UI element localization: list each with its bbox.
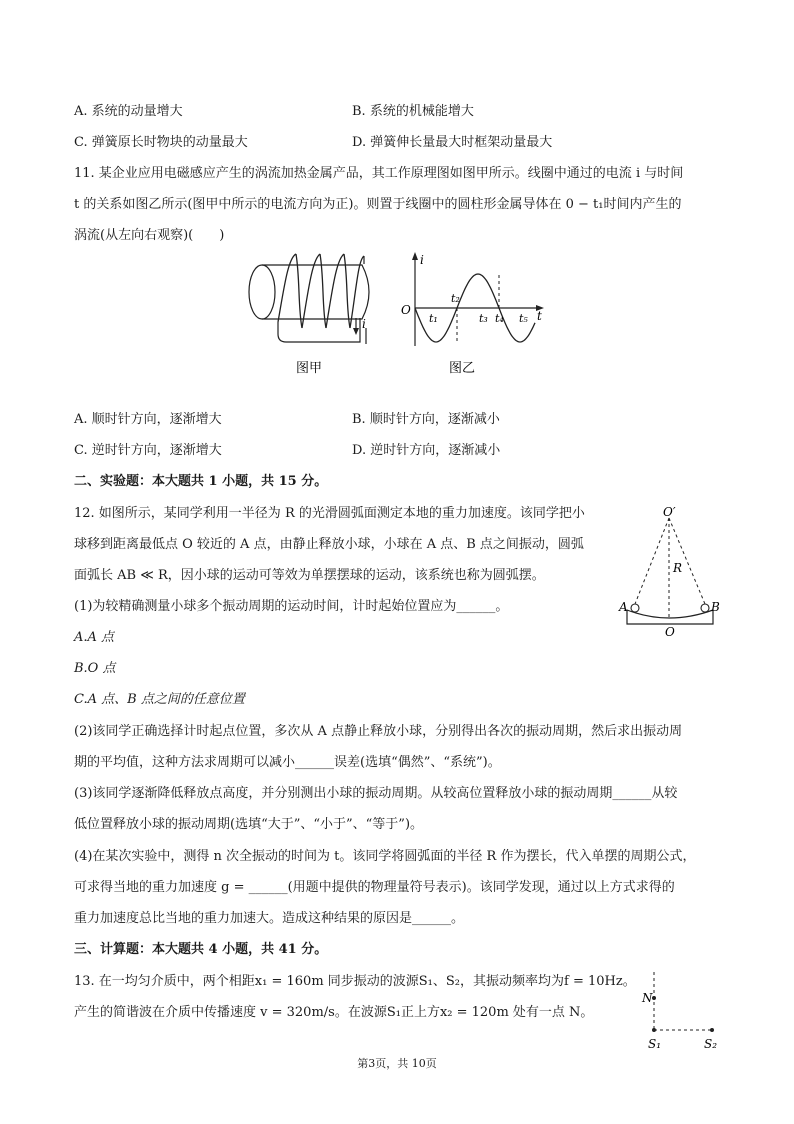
s2-label: S₂ (704, 1037, 718, 1051)
source-s1-icon (652, 1028, 656, 1032)
ball-at-b-icon (701, 604, 709, 612)
q11-stem-line3: 涡流(从左向右观察)( ) (74, 228, 225, 243)
q10-option-b: B. 系统的机械能增大 (352, 104, 474, 119)
q12-part1: (1)为较精确测量小球多个振动周期的运动时间，计时起始位置应为______。 (74, 599, 509, 614)
q12-stem-line3: 面弧长 AB ≪ R，因小球的运动可等效为单摆摆球的运动，该系统也称为圆弧摆。 (74, 568, 545, 583)
q12-option-b: B.O 点 (74, 661, 116, 676)
current-arrow-icon (353, 328, 359, 335)
b-label: B (711, 600, 720, 614)
figure-arc-pendulum (615, 500, 730, 640)
r-label: R (673, 561, 683, 575)
t5-label: t₅ (519, 312, 528, 325)
a-label: A (619, 600, 628, 614)
section2-title: 二、实验题：本大题共 1 小题，共 15 分。 (74, 474, 328, 489)
t4-label: t₄ (495, 312, 504, 325)
figure-jia-caption: 图甲 (296, 361, 323, 376)
section3-title: 三、计算题：本大题共 4 小题，共 41 分。 (74, 942, 328, 957)
q13-stem-line2: 产生的简谐波在介质中传播速度 v = 320m/s。在波源S₁正上方x₂ = 120m 处有一点 N。 (74, 1005, 594, 1020)
o-prime-label: O′ (663, 505, 676, 519)
o-label: O (665, 625, 675, 639)
q11-option-d: D. 逆时针方向，逐渐减小 (352, 443, 501, 458)
figure-jia-coil (240, 248, 390, 380)
t-axis-label: t (537, 309, 542, 323)
ball-at-a-icon (631, 604, 639, 612)
source-s2-icon (710, 1028, 714, 1032)
n-label: N (642, 991, 653, 1005)
origin-label: O (401, 303, 411, 317)
q13-stem-line1: 13. 在一均匀介质中，两个相距x₁ = 160m 同步振动的波源S₁、S₂，其振动频率均为f = 10Hz。 (74, 974, 636, 989)
s1-label: S₁ (648, 1037, 662, 1051)
point-n-icon (652, 996, 656, 1000)
q12-part4-line2: 可求得当地的重力加速度 g = ______(用题中提供的物理量符号表示)。该同学发现，通过以上方式求得的 (74, 880, 675, 895)
q12-option-a: A.A 点 (74, 630, 115, 645)
figure-wave-sources (640, 968, 726, 1054)
q12-part3-line1: (3)该同学逐渐降低释放点高度，并分别测出小球的振动周期。从较高位置释放小球的振动周期______从较 (74, 786, 678, 801)
q12-part4-line1: (4)在某次实验中，测得 n 次全振动的时间为 t。该同学将圆弧面的半径 R 作为摆长，代入单摆的周期公式， (74, 849, 696, 864)
cylinder-end-left (249, 265, 275, 319)
q12-part2-line1: (2)该同学正确选择计时起点位置，多次从 A 点静止释放小球，分别得出各次的振动周期，然后求出振动周 (74, 724, 683, 739)
coil-current-label: i (362, 317, 366, 331)
i-axis-arrow-icon (412, 252, 418, 260)
q12-part2-line2: 期的平均值，这种方法求周期可以减小______误差(选填“偶然”、“系统”)。 (74, 755, 501, 770)
q10-option-a: A. 系统的动量增大 (74, 104, 183, 119)
t3-label: t₃ (479, 312, 488, 325)
t2-label: t₂ (451, 292, 460, 305)
q12-part4-line3: 重力加速度总比当地的重力加速大。造成这种结果的原因是______。 (74, 911, 465, 926)
arc-surface (627, 610, 713, 624)
q12-option-c: C.A 点、B 点之间的任意位置 (74, 692, 245, 707)
q11-stem-line2: t 的关系如图乙所示(图甲中所示的电流方向为正)。则置于线圈中的圆柱形金属导体在 0 − t₁时间内产生的 (74, 197, 682, 212)
q12-stem-line2: 球移到距离最低点 O 较近的 A 点，由静止释放小球，小球在 A 点、B 点之间振动，圆弧 (74, 537, 584, 552)
q11-option-a: A. 顺时针方向，逐渐增大 (74, 412, 222, 427)
figure-yi-graph (395, 250, 555, 380)
page-footer: 第3页，共 10页 (357, 1057, 437, 1070)
q12-part3-line2: 低位置释放小球的振动周期(选填“大于”、“小于”、“等于”)。 (74, 817, 424, 832)
i-axis-label: i (420, 253, 424, 267)
q11-option-b: B. 顺时针方向，逐渐减小 (352, 412, 500, 427)
q10-option-d: D. 弹簧伸长量最大时框架动量最大 (352, 135, 553, 150)
q10-option-c: C. 弹簧原长时物块的动量最大 (74, 135, 248, 150)
radius-line-left (635, 518, 669, 604)
figure-yi-caption: 图乙 (449, 361, 476, 376)
q12-stem-line1: 12. 如图所示，某同学利用一半径为 R 的光滑圆弧面测定本地的重力加速度。该同学把小 (74, 506, 585, 521)
q11-option-c: C. 逆时针方向，逐渐增大 (74, 443, 222, 458)
q11-stem-line1: 11. 某企业应用电磁感应产生的涡流加热金属产品，其工作原理图如图甲所示。线圈中通过的电流 i 与时间 (74, 166, 684, 181)
coil-lead-left (278, 322, 360, 342)
t1-label: t₁ (429, 312, 438, 325)
